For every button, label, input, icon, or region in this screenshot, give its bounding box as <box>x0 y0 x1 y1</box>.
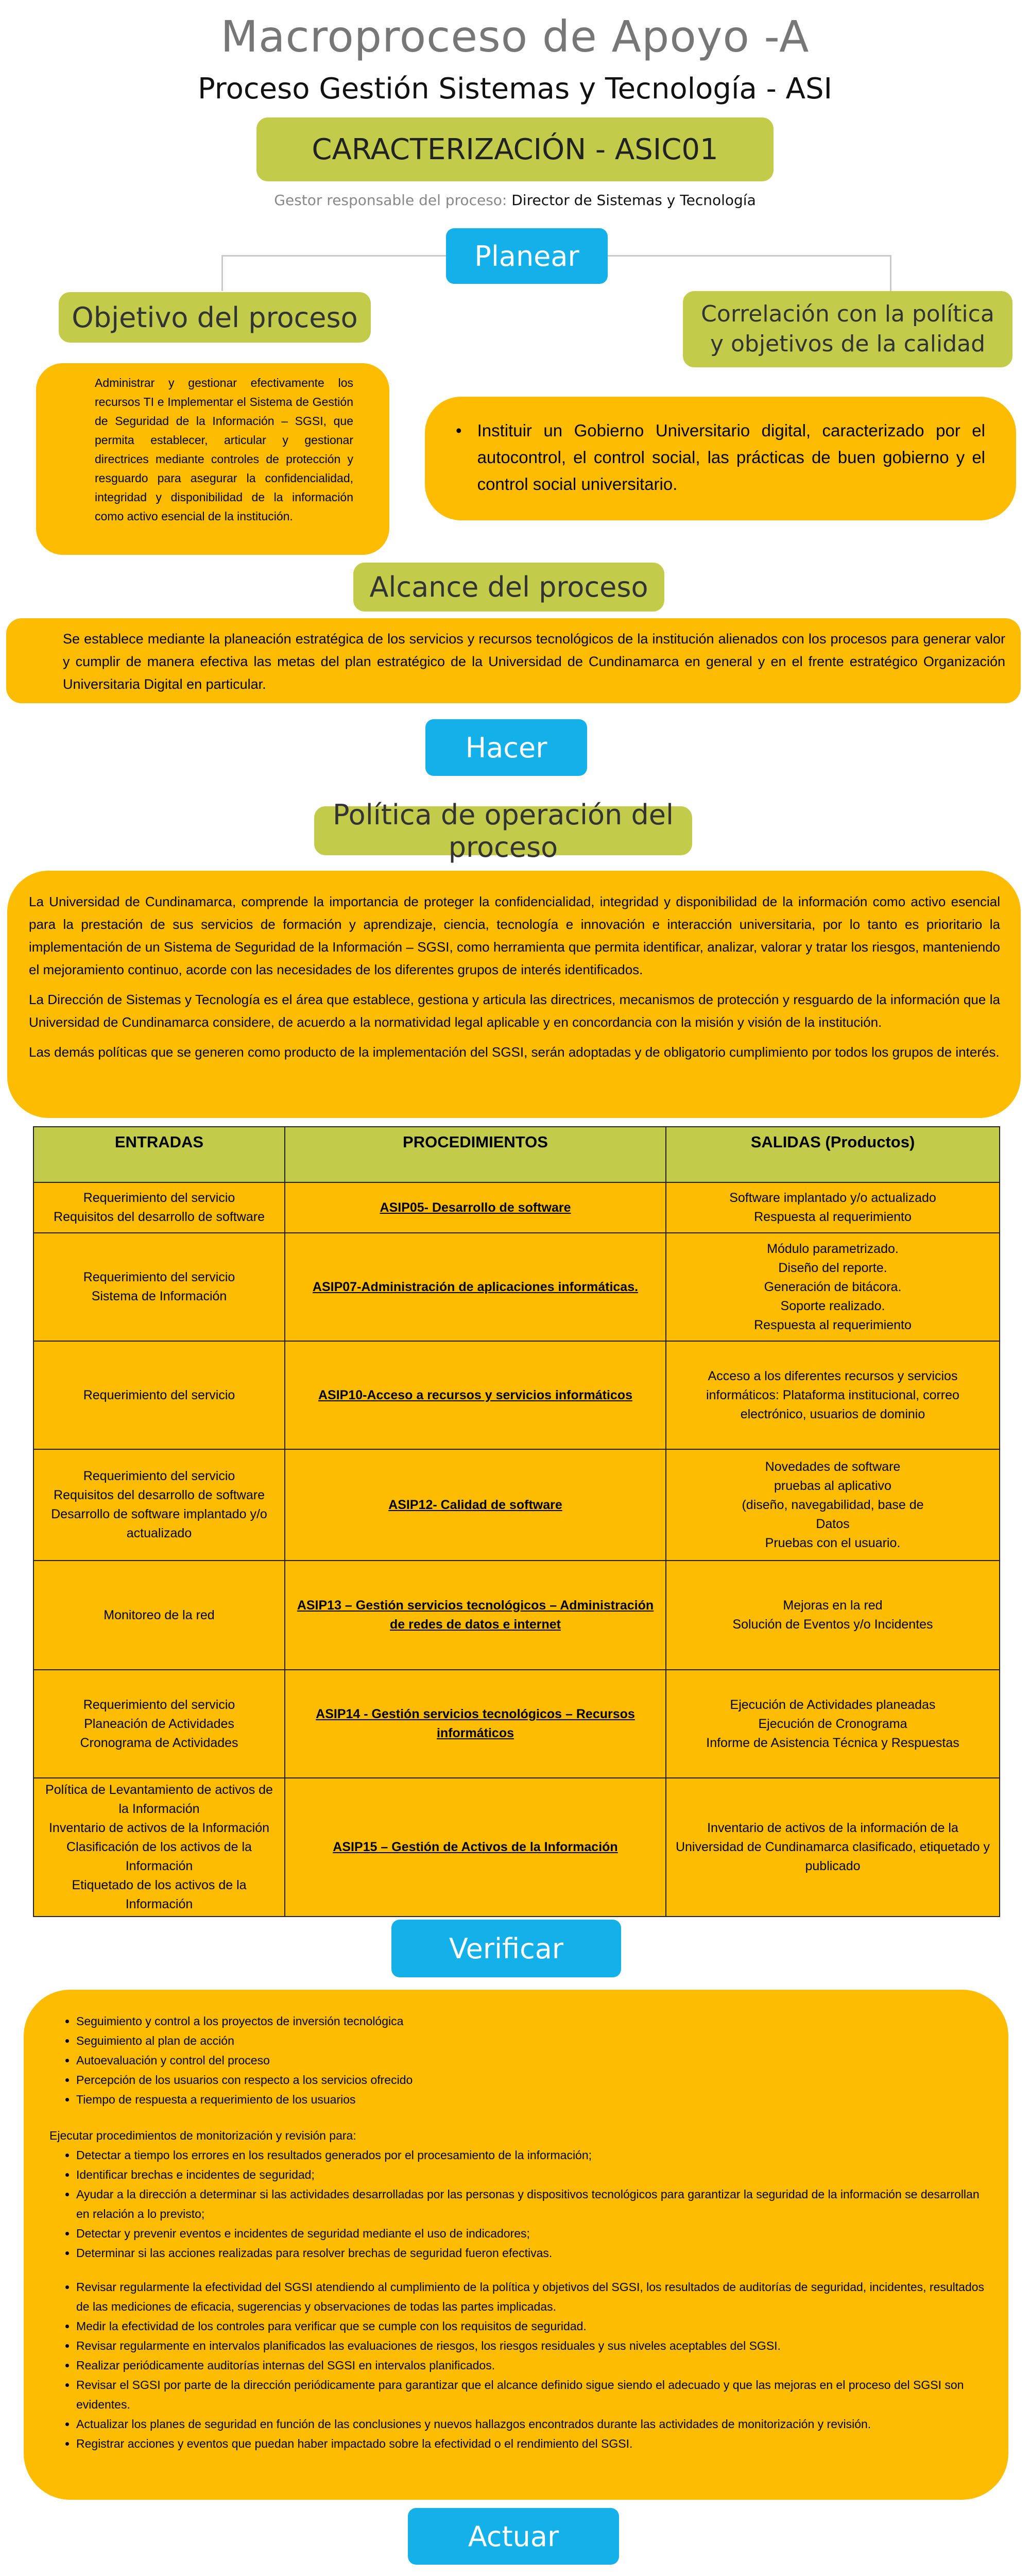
process-table <box>33 1126 999 1911</box>
entrada-item: Sistema de Información <box>91 1289 227 1303</box>
correlacion-title-line1: Correlación con la política <box>701 301 994 327</box>
verificar-item: • Seguimiento y control a los proyectos de inversión tecnológica <box>76 2011 988 2031</box>
entrada-item: Política de Levantamiento de activos de la Información <box>45 1783 273 1816</box>
salida-item: Novedades de software <box>765 1459 901 1474</box>
verificar-item: • Ayudar a la dirección a determinar si las actividades desarrolladas por las personas y dispositivos tecnológicos para garantizar la seguridad de la información se desarrollan en relación a lo previsto; <box>76 2184 988 2224</box>
salida-item: (diseño, navegabilidad, base de <box>742 1497 924 1512</box>
entrada-item: Etiquetado de los activos de la Información <box>72 1878 247 1911</box>
salida-item: Informe de Asistencia Técnica y Respuestas <box>706 1735 959 1750</box>
header-salidas: SALIDAS (Productos) <box>666 1127 1000 1182</box>
correlacion-item <box>456 417 985 498</box>
salida-item: Software implantado y/o actualizado <box>729 1191 936 1205</box>
table-row <box>33 1449 1000 1561</box>
salidas-cell <box>666 1182 1000 1233</box>
objetivo-title-text: Objetivo del proceso <box>72 301 358 334</box>
salida-item: Ejecución de Cronograma <box>758 1716 907 1731</box>
verificar-item: • Registrar acciones y eventos que puedan haber impactado sobre la efectividad o el rendimiento del SGSI. <box>76 2434 988 2453</box>
verificar-item: • Autoevaluación y control del proceso <box>76 2050 988 2070</box>
salida-item: Datos <box>816 1516 850 1531</box>
characterization-code-text: CARACTERIZACIÓN - ASIC01 <box>312 132 718 166</box>
verificar-item: • Detectar y prevenir eventos e incidentes de seguridad mediante el uso de indicadores; <box>76 2224 988 2243</box>
procedimiento-cell <box>285 1182 666 1233</box>
salidas-cell <box>666 1341 1000 1449</box>
salida-item: Generación de bitácora. <box>764 1279 902 1294</box>
salida-item: Diseño del reporte. <box>778 1260 887 1275</box>
salidas-cell <box>666 1778 1000 1917</box>
procedimiento-link[interactable]: ASIP15 – Gestión de Activos de la Información <box>333 1840 618 1854</box>
actuar-label-text: Actuar <box>468 2520 559 2553</box>
verificar-label <box>391 1920 621 1977</box>
entrada-item: Clasificación de los activos de la Información <box>66 1840 252 1873</box>
header-entradas: ENTRADAS <box>33 1127 285 1182</box>
header-procedimientos: PROCEDIMIENTOS <box>285 1127 666 1182</box>
verificar-label-text: Verificar <box>449 1932 564 1965</box>
politica-title <box>314 798 692 863</box>
process-responsible <box>0 192 1030 209</box>
verificar-item: • Detectar a tiempo los errores en los resultados generados por el procesamiento de la información; <box>76 2145 988 2165</box>
procedimiento-link[interactable]: ASIP14 - Gestión servicios tecnológicos – Recursos informáticos <box>316 1707 635 1740</box>
procedimiento-link[interactable]: ASIP12- Calidad de software <box>388 1497 562 1512</box>
entrada-item: Desarrollo de software implantado y/o actualizado <box>51 1507 267 1540</box>
procedimiento-cell <box>285 1449 666 1561</box>
entrada-item: Requisitos del desarrollo de software <box>54 1210 265 1224</box>
verificar-item: • Medir la efectividad de los controles para verificar que se cumple con los requisitos de seguridad. <box>76 2316 988 2336</box>
entrada-item: Inventario de activos de la Información <box>48 1821 269 1835</box>
procedimiento-link[interactable]: ASIP13 – Gestión servicios tecnológicos – Administración de redes de datos e internet <box>297 1598 654 1632</box>
procedimiento-cell <box>285 1561 666 1670</box>
hacer-label-text: Hacer <box>465 731 547 764</box>
politica-box <box>7 871 1021 1118</box>
entrada-item: Requerimiento del servicio <box>83 1191 235 1205</box>
procedimiento-link[interactable]: ASIP10-Acceso a recursos y servicios informáticos <box>318 1387 632 1402</box>
table-row <box>33 1233 1000 1341</box>
bullet-icon: • <box>456 421 462 440</box>
procedimiento-cell <box>285 1233 666 1341</box>
salida-item: Respuesta al requerimiento <box>754 1210 912 1224</box>
verificar-list-1 <box>49 2011 988 2109</box>
salidas-cell <box>666 1670 1000 1778</box>
alcance-box <box>6 618 1021 703</box>
politica-paragraph-2: La Dirección de Sistemas y Tecnología es el área que establece, gestiona y articula las directrices, mecanismos de protección y resguardo de la información que la Universidad de Cundinamarca considere, de acuerdo a la normatividad legal aplicable y en concordancia con la misión y visión de la institución. <box>29 992 1000 1030</box>
politica-paragraph-3: Las demás políticas que se generen como producto de la implementación del SGSI, serán adoptadas y de obligatorio cumplimiento por todos los grupos de interés. <box>29 1044 1000 1060</box>
salida-item: Acceso a los diferentes recursos y servicios informáticos: Plataforma institucional, correo electrónico, usuarios de dominio <box>706 1368 959 1421</box>
verificar-item: • Realizar periódicamente auditorías internas del SGSI en intervalos planificados. <box>76 2355 988 2375</box>
verificar-item: • Seguimiento al plan de acción <box>76 2031 988 2050</box>
salidas-cell <box>666 1561 1000 1670</box>
entrada-item: Monitoreo de la red <box>104 1607 215 1622</box>
procedimiento-link[interactable]: ASIP07-Administración de aplicaciones informáticas. <box>312 1279 639 1294</box>
alcance-title-text: Alcance del proceso <box>369 571 648 603</box>
salidas-cell <box>666 1449 1000 1561</box>
procedimiento-cell <box>285 1670 666 1778</box>
page-title: Macroproceso de Apoyo -A <box>220 11 810 62</box>
table-row <box>33 1670 1000 1778</box>
procedimiento-cell <box>285 1341 666 1449</box>
planear-label-text: Planear <box>474 240 579 273</box>
actuar-label <box>408 2508 619 2565</box>
salida-item: Soporte realizado. <box>780 1298 885 1313</box>
entrada-item: Planeación de Actividades <box>84 1716 234 1731</box>
verificar-item: • Revisar el SGSI por parte de la dirección periódicamente para garantizar que el alcance definido sigue siendo el adecuado y que las mejoras en el proceso del SGSI son evidentes. <box>76 2375 988 2414</box>
salida-item: Ejecución de Actividades planeadas <box>730 1697 936 1712</box>
entrada-item: Requerimiento del servicio <box>83 1387 235 1402</box>
verificar-list-2 <box>49 2145 988 2263</box>
objetivo-box <box>36 363 389 555</box>
salida-item: Pruebas con el usuario. <box>765 1535 901 1550</box>
verificar-item: • Determinar si las acciones realizadas para resolver brechas de seguridad fueron efectivas. <box>76 2243 988 2263</box>
salida-item: pruebas al aplicativo <box>774 1478 891 1493</box>
salidas-cell <box>666 1233 1000 1341</box>
verificar-item: • Tiempo de respuesta a requerimiento de los usuarios <box>76 2090 988 2109</box>
planear-label <box>446 228 608 284</box>
table-row <box>33 1341 1000 1449</box>
verificar-intro: Ejecutar procedimientos de monitorización y revisión para: <box>49 2129 356 2142</box>
table-row <box>33 1778 1000 1917</box>
responsible-value: Director de Sistemas y Tecnología <box>511 192 756 209</box>
procedimiento-link[interactable]: ASIP05- Desarrollo de software <box>380 1200 571 1215</box>
connector-line <box>221 255 223 291</box>
characterization-code <box>256 117 774 181</box>
entrada-item: Requerimiento del servicio <box>83 1270 235 1284</box>
entradas-cell <box>33 1449 285 1561</box>
objetivo-title <box>59 292 371 343</box>
salida-item: Respuesta al requerimiento <box>754 1317 912 1332</box>
table-header-row <box>33 1127 1000 1182</box>
correlacion-title-line2: y objetivos de la calidad <box>710 331 986 357</box>
alcance-title <box>353 563 664 612</box>
entradas-cell <box>33 1233 285 1341</box>
connector-line <box>890 255 891 291</box>
entradas-cell <box>33 1670 285 1778</box>
alcance-text: Se establece mediante la planeación estratégica de los servicios y recursos tecnológicos de la institución alienados con los procesos para generar valor y cumplir de manera efectiva las metas del plan estratégico de la Universidad de Cundinamarca en general y en el frente estratégico Organización Universitaria Digital en particular. <box>63 631 1005 692</box>
correlacion-box <box>425 397 1016 520</box>
page-subtitle: Proceso Gestión Sistemas y Tecnología - ASI <box>198 72 832 106</box>
entradas-cell <box>33 1561 285 1670</box>
verificar-box <box>24 1990 1008 2500</box>
hacer-label <box>425 719 587 776</box>
verificar-item: • Actualizar los planes de seguridad en función de las conclusiones y nuevos hallazgos encontrados durante las actividades de monitorización y revisión. <box>76 2414 988 2434</box>
entradas-cell <box>33 1182 285 1233</box>
verificar-item: • Revisar regularmente en intervalos planificados las evaluaciones de riesgos, los riesgos residuales y sus niveles aceptables del SGSI. <box>76 2336 988 2355</box>
verificar-list-3 <box>49 2277 988 2453</box>
responsible-label: Gestor responsable del proceso: <box>274 192 507 209</box>
verificar-item: • Percepción de los usuarios con respecto a los servicios ofrecido <box>76 2070 988 2090</box>
salida-item: Inventario de activos de la información de la Universidad de Cundinamarca clasificado, etiquetado y publicado <box>675 1821 990 1873</box>
table-row <box>33 1182 1000 1233</box>
politica-paragraph-1: La Universidad de Cundinamarca, comprende la importancia de proteger la confidencialidad, integridad y disponibilidad de la información como activo esencial para la prestación de sus servicios de formación y aprendizaje, ciencia, tecnología e innovación e interacción universitaria, por lo tanto es prioritario la implementación de un Sistema de Seguridad de la Información – SGSI, como herramienta que permita identificar, analizar, valorar y tratar los riesgos, manteniendo el mejoramiento continuo, acorde con las necesidades de los diferentes grupos de interés identificados. <box>29 894 1000 977</box>
verificar-item: • Identificar brechas e incidentes de seguridad; <box>76 2165 988 2184</box>
entradas-cell <box>33 1341 285 1449</box>
entrada-item: Requerimiento del servicio <box>83 1697 235 1712</box>
procedimiento-cell <box>285 1778 666 1917</box>
salida-item: Mejoras en la red <box>783 1598 883 1613</box>
correlacion-text: Instituir un Gobierno Universitario digital, caracterizado por el autocontrol, el control social, las prácticas de buen gobierno y el control social universitario. <box>477 421 985 494</box>
objetivo-text: Administrar y gestionar efectivamente los recursos TI e Implementar el Sistema de Gestión de Seguridad de la Información – SGSI, que permita establecer, articular y gestionar directrices mediante controles de protección y resguardo para asegurar la confidencialidad, integridad y disponibilidad de la información como activo esencial de la institución. <box>95 376 353 523</box>
salida-item: Solución de Eventos y/o Incidentes <box>732 1617 933 1632</box>
salida-item: Módulo parametrizado. <box>767 1241 899 1256</box>
entrada-item: Requisitos del desarrollo de software <box>54 1488 265 1502</box>
entrada-item: Cronograma de Actividades <box>80 1735 238 1750</box>
entradas-cell <box>33 1778 285 1917</box>
correlacion-title <box>683 291 1012 367</box>
verificar-item: • Revisar regularmente la efectividad del SGSI atendiendo al cumplimiento de la política y objetivos del SGSI, los resultados de auditorías de seguridad, incidentes, resultados de las mediciones de eficacia, sugerencias y observaciones de todas las partes implicadas. <box>76 2277 988 2316</box>
politica-title-text: Política de operación del proceso <box>333 798 674 863</box>
entrada-item: Requerimiento del servicio <box>83 1469 235 1483</box>
table-row <box>33 1561 1000 1670</box>
